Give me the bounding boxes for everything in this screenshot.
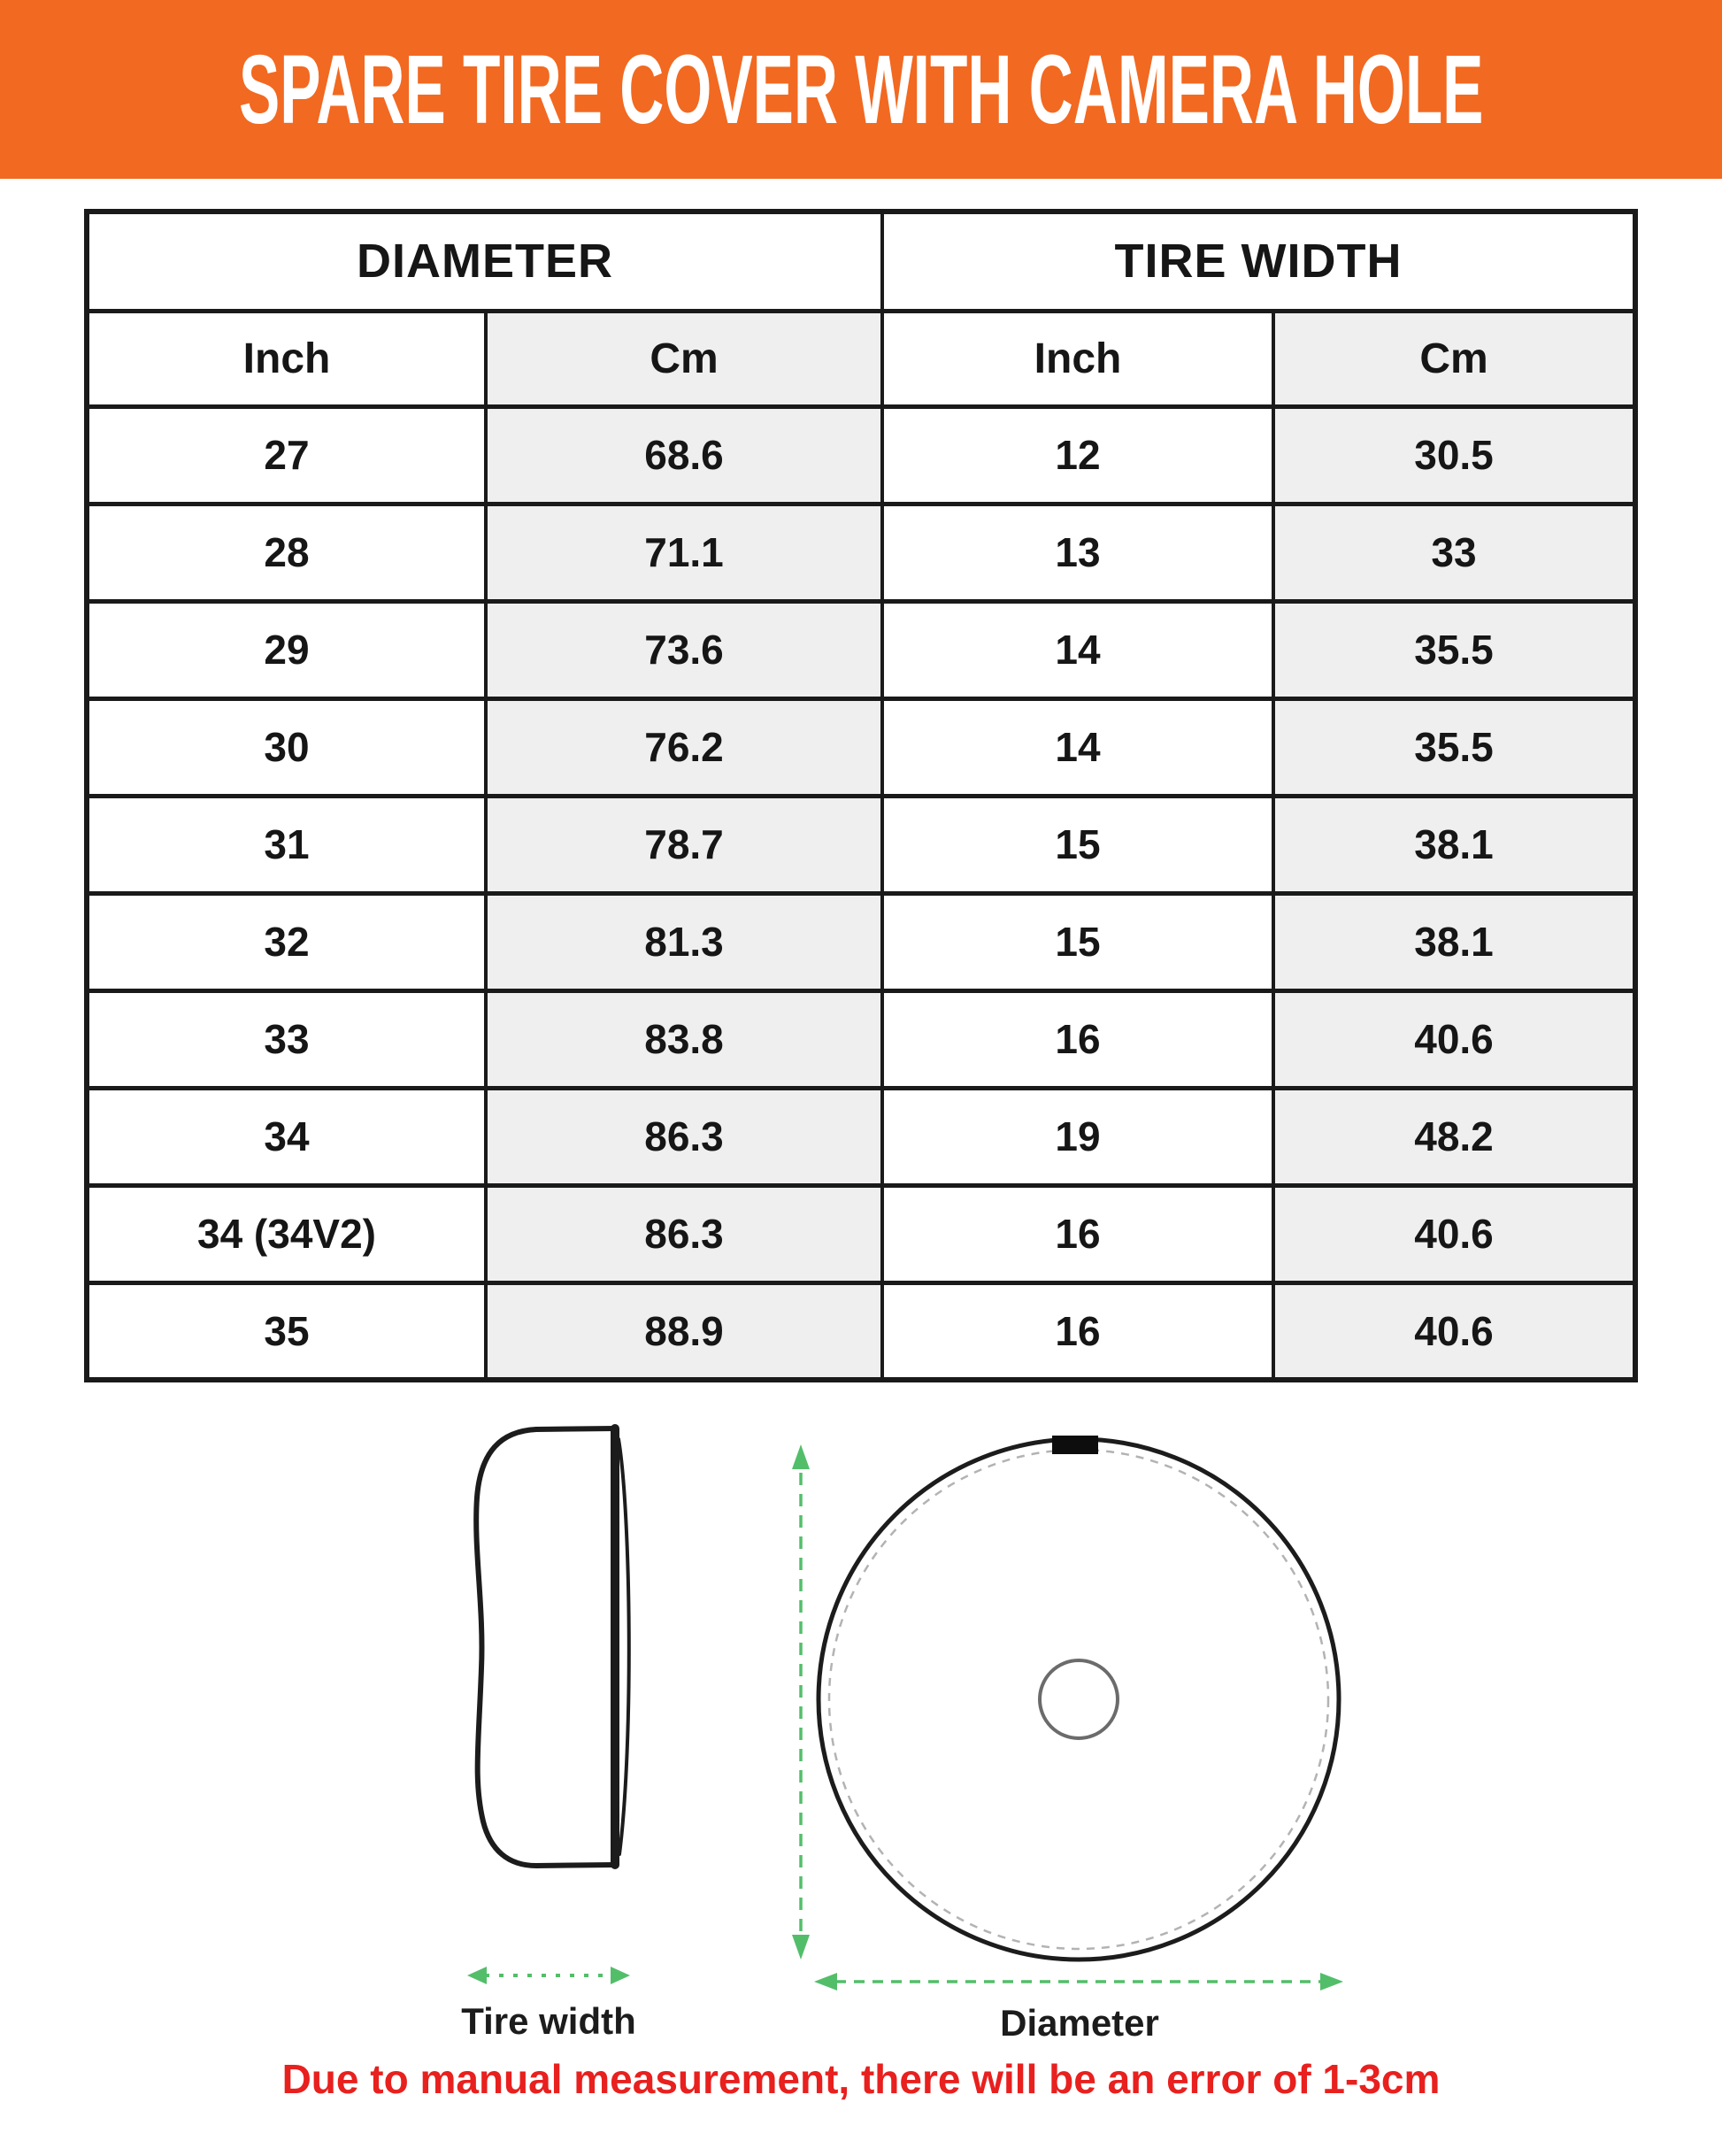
table-cell: 27 bbox=[87, 406, 486, 504]
subheader-width-cm: Cm bbox=[1273, 311, 1635, 406]
table-cell: 48.2 bbox=[1273, 1088, 1635, 1185]
diameter-horizontal-arrow bbox=[814, 1973, 1343, 1990]
table-cell: 40.6 bbox=[1273, 1185, 1635, 1282]
tire-side-view bbox=[476, 1428, 629, 1866]
table-cell: 29 bbox=[87, 601, 486, 698]
table-cell: 81.3 bbox=[486, 893, 882, 990]
subheader-diameter-cm: Cm bbox=[486, 311, 882, 406]
table-cell: 34 (34V2) bbox=[87, 1185, 486, 1282]
table-row bbox=[87, 601, 1635, 698]
tire-front-view bbox=[819, 1436, 1339, 1960]
table-row bbox=[87, 698, 1635, 796]
table-row bbox=[87, 1185, 1635, 1282]
diameter-vertical-arrow bbox=[792, 1444, 810, 1960]
arrowhead-left-icon bbox=[814, 1973, 837, 1990]
arrowhead-up-icon bbox=[792, 1444, 810, 1469]
table-cell: 68.6 bbox=[486, 406, 882, 504]
table-cell: 19 bbox=[882, 1088, 1273, 1185]
table-row bbox=[87, 893, 1635, 990]
table-row bbox=[87, 504, 1635, 601]
table-cell: 76.2 bbox=[486, 698, 882, 796]
table-cell: 38.1 bbox=[1273, 796, 1635, 893]
table-cell: 16 bbox=[882, 1185, 1273, 1282]
table-row bbox=[87, 796, 1635, 893]
arrowhead-left-icon bbox=[467, 1967, 487, 1984]
table-cell: 86.3 bbox=[486, 1088, 882, 1185]
table-cell: 33 bbox=[1273, 504, 1635, 601]
table-cell: 15 bbox=[882, 893, 1273, 990]
table-cell: 35.5 bbox=[1273, 601, 1635, 698]
table-cell: 31 bbox=[87, 796, 486, 893]
table-cell: 86.3 bbox=[486, 1185, 882, 1282]
column-group-tire-width: TIRE WIDTH bbox=[882, 212, 1635, 311]
table-cell: 16 bbox=[882, 1282, 1273, 1380]
table-cell: 78.7 bbox=[486, 796, 882, 893]
table-cell: 34 bbox=[87, 1088, 486, 1185]
table-cell: 28 bbox=[87, 504, 486, 601]
table-cell: 14 bbox=[882, 601, 1273, 698]
table-cell: 88.9 bbox=[486, 1282, 882, 1380]
measurement-disclaimer: Due to manual measurement, there will be an error of 1-3cm bbox=[281, 2056, 1441, 2102]
table-cell: 14 bbox=[882, 698, 1273, 796]
table-cell: 15 bbox=[882, 796, 1273, 893]
column-group-diameter: DIAMETER bbox=[87, 212, 882, 311]
header-banner bbox=[0, 0, 1722, 179]
table-cell: 12 bbox=[882, 406, 1273, 504]
table-cell: 35.5 bbox=[1273, 698, 1635, 796]
table-cell: 73.6 bbox=[486, 601, 882, 698]
table-cell: 33 bbox=[87, 990, 486, 1088]
table-cell: 30.5 bbox=[1273, 406, 1635, 504]
table-row bbox=[87, 406, 1635, 504]
table-cell: 83.8 bbox=[486, 990, 882, 1088]
arrowhead-down-icon bbox=[792, 1935, 810, 1960]
page-title: SPARE TIRE COVER WITH CAMERA HOLE bbox=[238, 34, 1484, 144]
table-subheader-row bbox=[87, 311, 1635, 406]
subheader-width-inch: Inch bbox=[882, 311, 1273, 406]
table-cell: 71.1 bbox=[486, 504, 882, 601]
size-table bbox=[84, 209, 1638, 1382]
subheader-diameter-inch: Inch bbox=[87, 311, 486, 406]
table-cell: 35 bbox=[87, 1282, 486, 1380]
measurement-diagram bbox=[0, 1398, 1722, 2000]
tire-width-label: Tire width bbox=[461, 2000, 636, 2042]
diameter-label: Diameter bbox=[1000, 2002, 1159, 2044]
table-group-header-row bbox=[87, 212, 1635, 311]
table-cell: 16 bbox=[882, 990, 1273, 1088]
table-row bbox=[87, 990, 1635, 1088]
table-row bbox=[87, 1088, 1635, 1185]
table-cell: 30 bbox=[87, 698, 486, 796]
arrowhead-right-icon bbox=[611, 1967, 630, 1984]
hanging-tag bbox=[1052, 1436, 1098, 1454]
table-cell: 13 bbox=[882, 504, 1273, 601]
table-cell: 32 bbox=[87, 893, 486, 990]
camera-hole bbox=[1040, 1660, 1118, 1738]
table-row bbox=[87, 1282, 1635, 1380]
table-cell: 40.6 bbox=[1273, 1282, 1635, 1380]
arrowhead-right-icon bbox=[1320, 1973, 1343, 1990]
table-cell: 38.1 bbox=[1273, 893, 1635, 990]
table-cell: 40.6 bbox=[1273, 990, 1635, 1088]
tire-width-arrow bbox=[467, 1967, 630, 1984]
